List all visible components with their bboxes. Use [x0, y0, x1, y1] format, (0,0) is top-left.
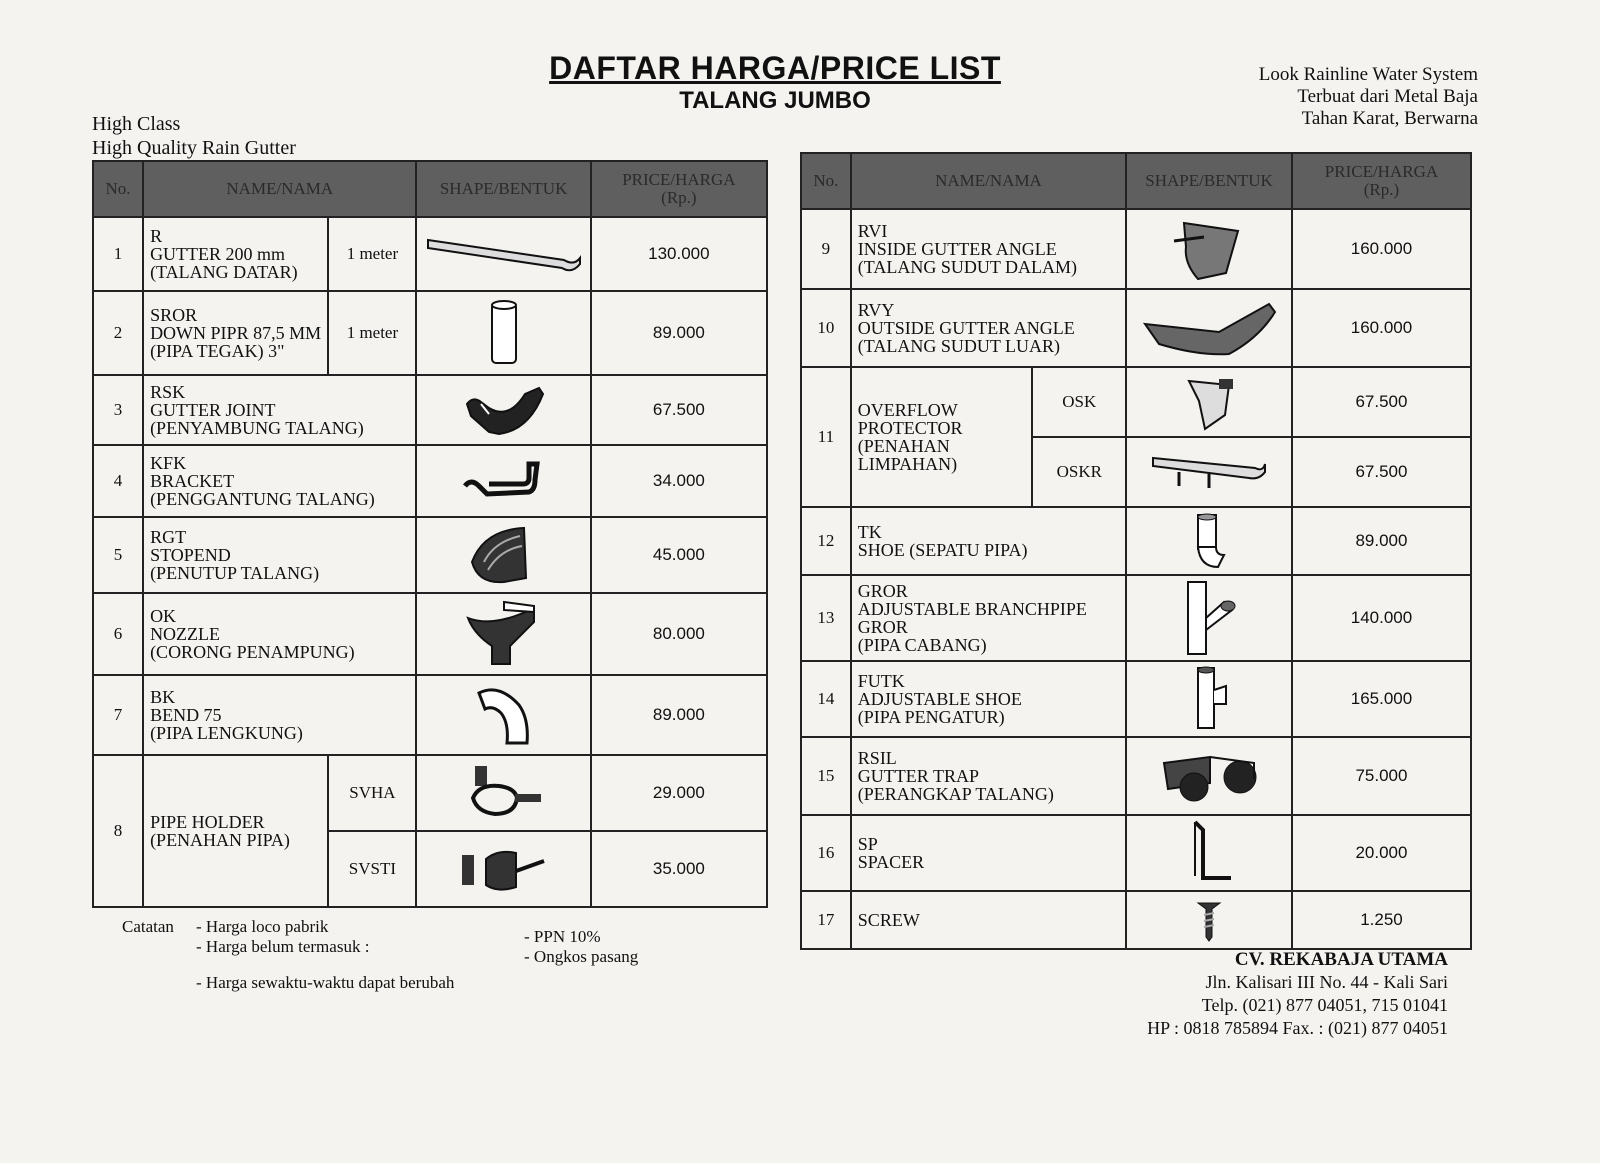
item-price: 89.000: [1292, 507, 1471, 575]
item-name: SCREW: [851, 891, 1126, 949]
item-price: 20.000: [1292, 815, 1471, 891]
table-row: [93, 217, 767, 291]
item-name: RSK GUTTER JOINT (PENYAMBUNG TALANG): [143, 375, 416, 445]
item-no: 15: [801, 737, 851, 815]
col-price-currency: (Rp.): [1363, 180, 1400, 199]
item-name: RGT STOPEND (PENUTUP TALANG): [143, 517, 416, 593]
spacer-icon: [1126, 815, 1292, 891]
nozzle-icon: [416, 593, 590, 675]
pipe-holder-icon: [416, 755, 590, 831]
item-variant-code: OSKR: [1032, 437, 1126, 507]
table-row: [93, 593, 767, 675]
page-title: DAFTAR HARGA/PRICE LIST: [549, 50, 1001, 86]
item-price: 160.000: [1292, 289, 1471, 367]
note-ppn: - PPN 10%: [524, 927, 601, 946]
screw-icon: [1126, 891, 1292, 949]
quality-tagline: [92, 112, 296, 160]
item-no: 14: [801, 661, 851, 737]
col-price-label: PRICE/HARGA: [1324, 162, 1439, 181]
item-no: 10: [801, 289, 851, 367]
overflow-protector-icon: [1126, 367, 1292, 437]
item-no: 6: [93, 593, 143, 675]
item-name: OVERFLOW PROTECTOR (PENAHAN LIMPAHAN): [851, 367, 1033, 507]
table-header-row: [93, 161, 767, 217]
bend-icon: [416, 675, 590, 755]
item-price: 75.000: [1292, 737, 1471, 815]
item-price: 45.000: [591, 517, 767, 593]
col-price-label: PRICE/HARGA: [622, 170, 736, 189]
col-price: [1292, 153, 1471, 209]
item-name: TK SHOE (SEPATU PIPA): [851, 507, 1126, 575]
item-price: 165.000: [1292, 661, 1471, 737]
item-name: PIPE HOLDER (PENAHAN PIPA): [143, 755, 328, 907]
note-installation: - Ongkos pasang: [524, 947, 639, 966]
item-name: FUTK ADJUSTABLE SHOE (PIPA PENGATUR): [851, 661, 1126, 737]
item-name: SROR DOWN PIPR 87,5 MM (PIPA TEGAK) 3": [143, 291, 328, 375]
item-price: 130.000: [591, 217, 767, 291]
tagline-line-1: High Class: [92, 113, 181, 135]
table-row: [801, 891, 1471, 949]
item-price: 80.000: [591, 593, 767, 675]
note-price-change: - Harga sewaktu-waktu dapat berubah: [196, 973, 455, 992]
company-hp-fax: HP : 0818 785894 Fax. : (021) 877 04051: [1147, 1018, 1448, 1038]
item-no: 17: [801, 891, 851, 949]
description-line-3: Tahan Karat, Berwarna: [1301, 108, 1478, 129]
adjustable-shoe-icon: [1126, 661, 1292, 737]
col-price: [591, 161, 767, 217]
table-row: [93, 291, 767, 375]
item-price: 67.500: [1292, 367, 1471, 437]
note-loco: - Harga loco pabrik: [196, 917, 329, 936]
table-row: [801, 507, 1471, 575]
item-no: 5: [93, 517, 143, 593]
table-row: [93, 445, 767, 517]
item-name: GROR ADJUSTABLE BRANCHPIPE GROR (PIPA CABANG): [851, 575, 1126, 661]
table-header-row: [801, 153, 1471, 209]
company-phone: Telp. (021) 877 04051, 715 01041: [1201, 995, 1448, 1015]
item-price: 160.000: [1292, 209, 1471, 289]
pipe-holder-strap-icon: [416, 831, 590, 907]
col-no: No.: [93, 161, 143, 217]
item-name: RVY OUTSIDE GUTTER ANGLE (TALANG SUDUT LUAR): [851, 289, 1126, 367]
branch-pipe-icon: [1126, 575, 1292, 661]
gutter-icon: [416, 217, 590, 291]
company-address: Jln. Kalisari III No. 44 - Kali Sari: [1205, 972, 1448, 992]
table-row: [801, 209, 1471, 289]
table-row: [93, 675, 767, 755]
item-price: 67.500: [591, 375, 767, 445]
bracket-icon: [416, 445, 590, 517]
col-shape: SHAPE/BENTUK: [1126, 153, 1292, 209]
down-pipe-icon: [416, 291, 590, 375]
item-unit: 1 meter: [328, 217, 416, 291]
item-variant-code: SVSTI: [328, 831, 416, 907]
item-price: 35.000: [591, 831, 767, 907]
item-name: SP SPACER: [851, 815, 1126, 891]
item-price: 29.000: [591, 755, 767, 831]
stopend-icon: [416, 517, 590, 593]
price-list-title-block: [540, 50, 1010, 115]
table-row: [801, 289, 1471, 367]
company-info: [1147, 948, 1448, 1040]
item-no: 4: [93, 445, 143, 517]
item-price: 67.500: [1292, 437, 1471, 507]
tagline-line-2: High Quality Rain Gutter: [92, 137, 296, 159]
col-name: NAME/NAMA: [851, 153, 1126, 209]
item-no: 7: [93, 675, 143, 755]
col-price-currency: (Rp.): [661, 188, 697, 207]
price-table-right: [800, 152, 1472, 950]
outside-angle-icon: [1126, 289, 1292, 367]
item-no: 1: [93, 217, 143, 291]
item-price: 89.000: [591, 675, 767, 755]
item-name: OK NOZZLE (CORONG PENAMPUNG): [143, 593, 416, 675]
col-no: No.: [801, 153, 851, 209]
item-price: 1.250: [1292, 891, 1471, 949]
item-name: KFK BRACKET (PENGGANTUNG TALANG): [143, 445, 416, 517]
col-name: NAME/NAMA: [143, 161, 416, 217]
item-variant-code: SVHA: [328, 755, 416, 831]
gutter-joint-icon: [416, 375, 590, 445]
notes: [122, 916, 682, 1026]
price-table-left: [92, 160, 768, 908]
table-row: [801, 575, 1471, 661]
table-row: [93, 375, 767, 445]
item-variant-code: OSK: [1032, 367, 1126, 437]
item-no: 8: [93, 755, 143, 907]
item-unit: 1 meter: [328, 291, 416, 375]
item-no: 16: [801, 815, 851, 891]
table-row: [93, 517, 767, 593]
item-no: 3: [93, 375, 143, 445]
page-subtitle: TALANG JUMBO: [679, 87, 871, 114]
table-row: [801, 737, 1471, 815]
item-name: RSIL GUTTER TRAP (PERANGKAP TALANG): [851, 737, 1126, 815]
item-price: 89.000: [591, 291, 767, 375]
col-shape: SHAPE/BENTUK: [416, 161, 590, 217]
company-name: CV. REKABAJA UTAMA: [1234, 949, 1448, 970]
item-price: 34.000: [591, 445, 767, 517]
overflow-gutter-icon: [1126, 437, 1292, 507]
product-description: [1259, 64, 1478, 130]
item-no: 12: [801, 507, 851, 575]
item-no: 9: [801, 209, 851, 289]
table-row: [801, 815, 1471, 891]
table-row: [801, 367, 1471, 437]
item-no: 13: [801, 575, 851, 661]
item-name: RVI INSIDE GUTTER ANGLE (TALANG SUDUT DALAM): [851, 209, 1126, 289]
gutter-trap-icon: [1126, 737, 1292, 815]
description-line-2: Terbuat dari Metal Baja: [1297, 86, 1478, 107]
description-line-1: Look Rainline Water System: [1258, 64, 1478, 85]
notes-label: Catatan: [122, 917, 174, 936]
item-name: BK BEND 75 (PIPA LENGKUNG): [143, 675, 416, 755]
note-excluded: - Harga belum termasuk :: [196, 937, 370, 956]
item-name: R GUTTER 200 mm (TALANG DATAR): [143, 217, 328, 291]
table-row: [801, 661, 1471, 737]
table-row: [93, 755, 767, 831]
item-price: 140.000: [1292, 575, 1471, 661]
inside-angle-icon: [1126, 209, 1292, 289]
shoe-icon: [1126, 507, 1292, 575]
item-no: 2: [93, 291, 143, 375]
item-no: 11: [801, 367, 851, 507]
